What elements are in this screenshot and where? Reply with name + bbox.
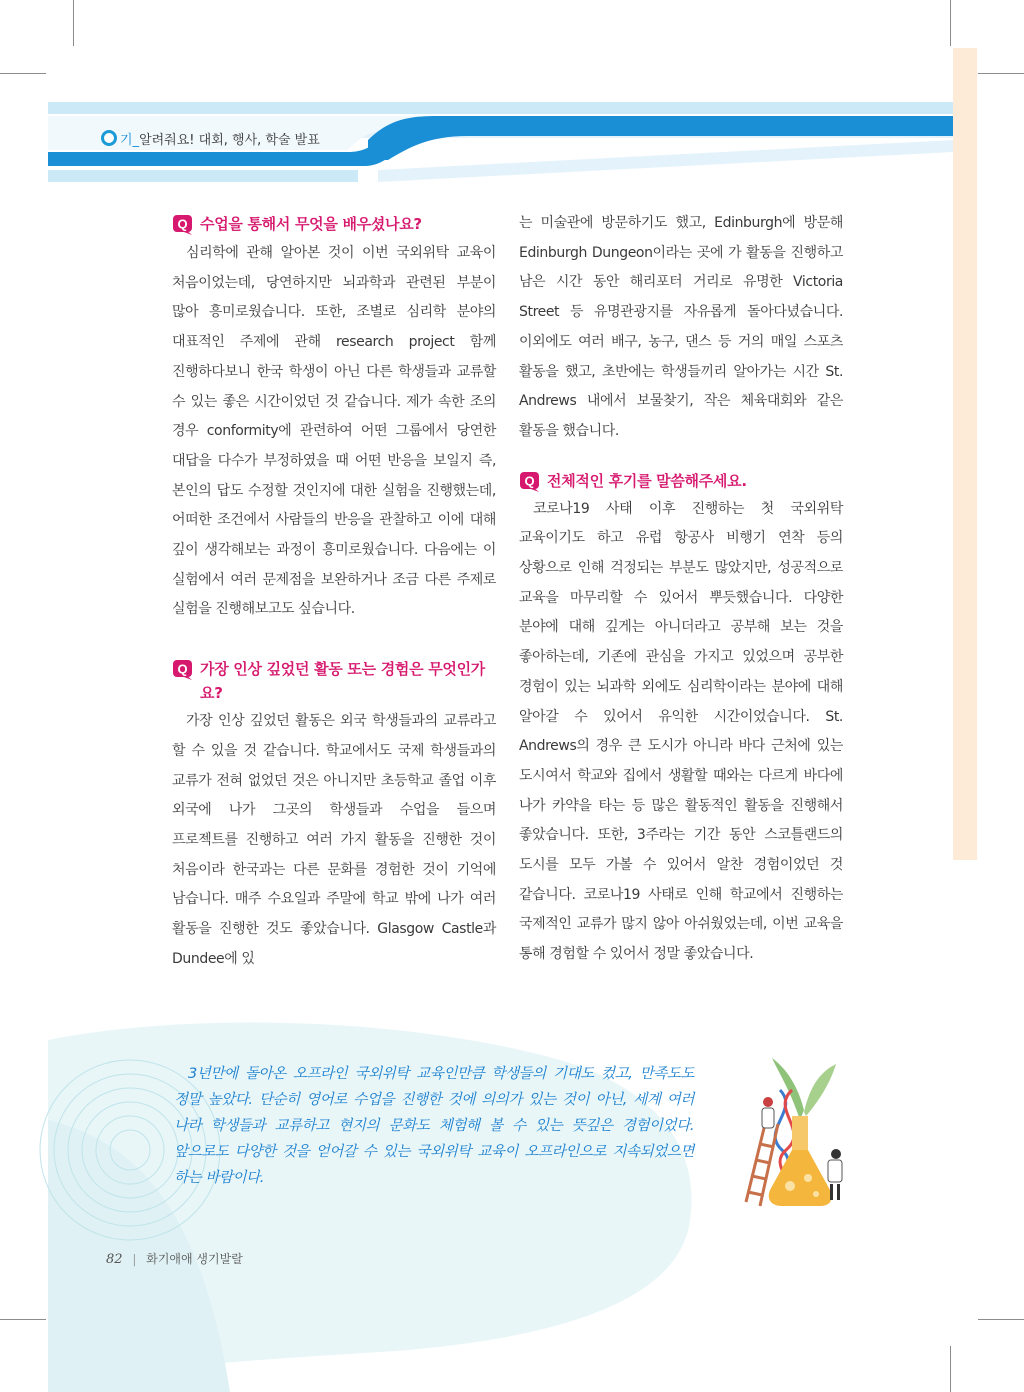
- answer-3: 코로나19 사태 이후 진행하는 첫 국외위탁 교육이기도 하고 유럽 항공사 비행기 연착 등의 상황으로 인해 걱정되는 부분도 많았지만, 성공적으로 교육을 마무리할 수 있어서 뿌듯했습니다. 다양한 분야에 대해 깊게는 아니더라고 공부해 보는 것을 좋아하는데, 기존에 관심을 가지고 있었으며 공부한 경험이 있는 뇌과학 외에도 심리학이라는 분야에 대해 알아갈 수 있어서 유익한 시간이었습니다. St. Andrews의 경우 큰 도시가 아니라 바다 근처에 있는 도시여서 학교와 집에서 생활할 때와는 다르게 바다에 나가 카약을 타는 등 많은 활동적인 활동을 진행해서 좋았습니다. 또한, 3주라는 기간 동안 스코틀랜드의 도시를 모두 가볼 수 있어서 알찬 경험이었던 것 같습니다. 코로나19 사태로 인해 학교에서 진행하는 국제적인 교류가 많지 않아 아쉬웠었는데, 이번 교육을 통해 경험할 수 있어서 정말 좋았습니다.: [519, 500, 843, 963]
- header-title: 알려줘요! 대회, 행사, 학술 발표: [139, 133, 320, 148]
- right-column: [519, 212, 843, 970]
- footer-separator: |: [132, 1252, 137, 1266]
- crop-mark: [73, 0, 74, 46]
- q-badge-icon: [172, 215, 194, 235]
- header-lead: 기_: [120, 133, 140, 148]
- answer-1: 심리학에 관해 알아본 것이 이번 국외위탁 교육이 처음이었는데, 당연하지만 뇌과학과 관련된 부분이 많아 흥미로웠습니다. 또한, 조별로 심리학 분야의 대표적인 주제에 관해 research project 함께 진행하다보니 한국 학생이 아닌 다른 학생들과 교류할 수 있는 좋은 시간이었던 것 같습니다. 제가 속한 조의 경우 conformity에 관련하여 어떤 그룹에서 당연한 대답을 다수가 부정하였을 때 어떤 반응을 보일지 즉, 본인의 답도 수정할 것인지에 대한 실험을 진행했는데, 어떠한 조건에서 사람들의 반응을 관찰하고 이에 대해 깊이 생각해보는 과정이 흥미로웠습니다. 다음에는 이 실험에서 여러 문제점을 보완하거나 조금 다른 주제로 실험을 진행해보고도 싶습니다.: [172, 245, 496, 618]
- svg-text:Q: Q: [177, 216, 188, 232]
- publication-title: 화기애애 생기발랄: [146, 1252, 243, 1266]
- crop-mark: [0, 73, 46, 74]
- ring-icon: [101, 130, 117, 146]
- crop-mark: [978, 1319, 1024, 1320]
- question-heading: [172, 212, 496, 236]
- question-1: 수업을 통해서 무엇을 배우셨나요?: [200, 215, 422, 233]
- q-badge-icon: [172, 660, 194, 680]
- answer-2-continued: 는 미술관에 방문하기도 했고, Edinburgh에 방문해 Edinburgh Dungeon이라는 곳에 가 활동을 진행하고 남은 시간 동안 해리포터 거리로 유명한 Victoria Street 등 유명관광지를 자유롭게 돌아다녔습니다. 이외에도 여러 배구, 농구, 댄스 등 거의 매일 스포츠 활동을 했고, 초반에는 학생들끼리 알아가는 시간 St. Andrews 내에서 보물찾기, 작은 체육대회와 같은 활동을 했습니다.: [519, 215, 843, 439]
- svg-text:Q: Q: [177, 661, 188, 677]
- question-2: 가장 인상 깊었던 활동 또는 경험은 무엇인가요?: [200, 660, 485, 703]
- background-wave-decoration: [0, 1000, 760, 1392]
- question-3: 전체적인 후기를 말씀해주세요.: [547, 471, 747, 490]
- science-flask-plant-illustration: [720, 1050, 850, 1210]
- page-footer: [106, 1250, 243, 1267]
- side-index-tab: [953, 48, 977, 860]
- running-header: [120, 129, 320, 148]
- q-badge-icon: [519, 472, 541, 492]
- question-heading: [519, 469, 843, 493]
- crop-mark: [950, 1346, 951, 1392]
- page-number: 82: [106, 1252, 123, 1267]
- crop-mark: [950, 0, 951, 46]
- left-column: [172, 212, 496, 974]
- crop-mark: [978, 73, 1024, 74]
- closing-quote: 3년만에 돌아온 오프라인 국외위탁 교육인만큼 학생들의 기대도 컸고, 만족도도 정말 높았다. 단순히 영어로 수업을 진행한 것에 의의가 있는 것이 아닌, 세계 여러 나라 학생들과 교류하고 현지의 문화도 체험해 볼 수 있는 뜻깊은 경험이었다. 앞으로도 다양한 것을 얻어갈 수 있는 국외위탁 교육이 오프라인으로 지속되었으면 하는 바람이다.: [174, 1064, 694, 1186]
- svg-text:Q: Q: [524, 473, 535, 489]
- question-heading: [172, 657, 496, 705]
- answer-2: 가장 인상 깊었던 활동은 외국 학생들과의 교류라고 할 수 있을 것 같습니다. 학교에서도 국제 학생들과의 교류가 전혀 없었던 것은 아니지만 초등학교 졸업 이후 외국에 나가 그곳의 학생들과 수업을 들으며 프로젝트를 진행하고 여러 가지 활동을 진행한 것이 처음이라 한국과는 다른 문화를 경험한 것이 기억에 남습니다. 매주 수요일과 주말에 학교 밖에 나가 여러 활동을 진행한 것도 좋았습니다. Glasgow Castle과 Dundee에 있: [172, 713, 496, 967]
